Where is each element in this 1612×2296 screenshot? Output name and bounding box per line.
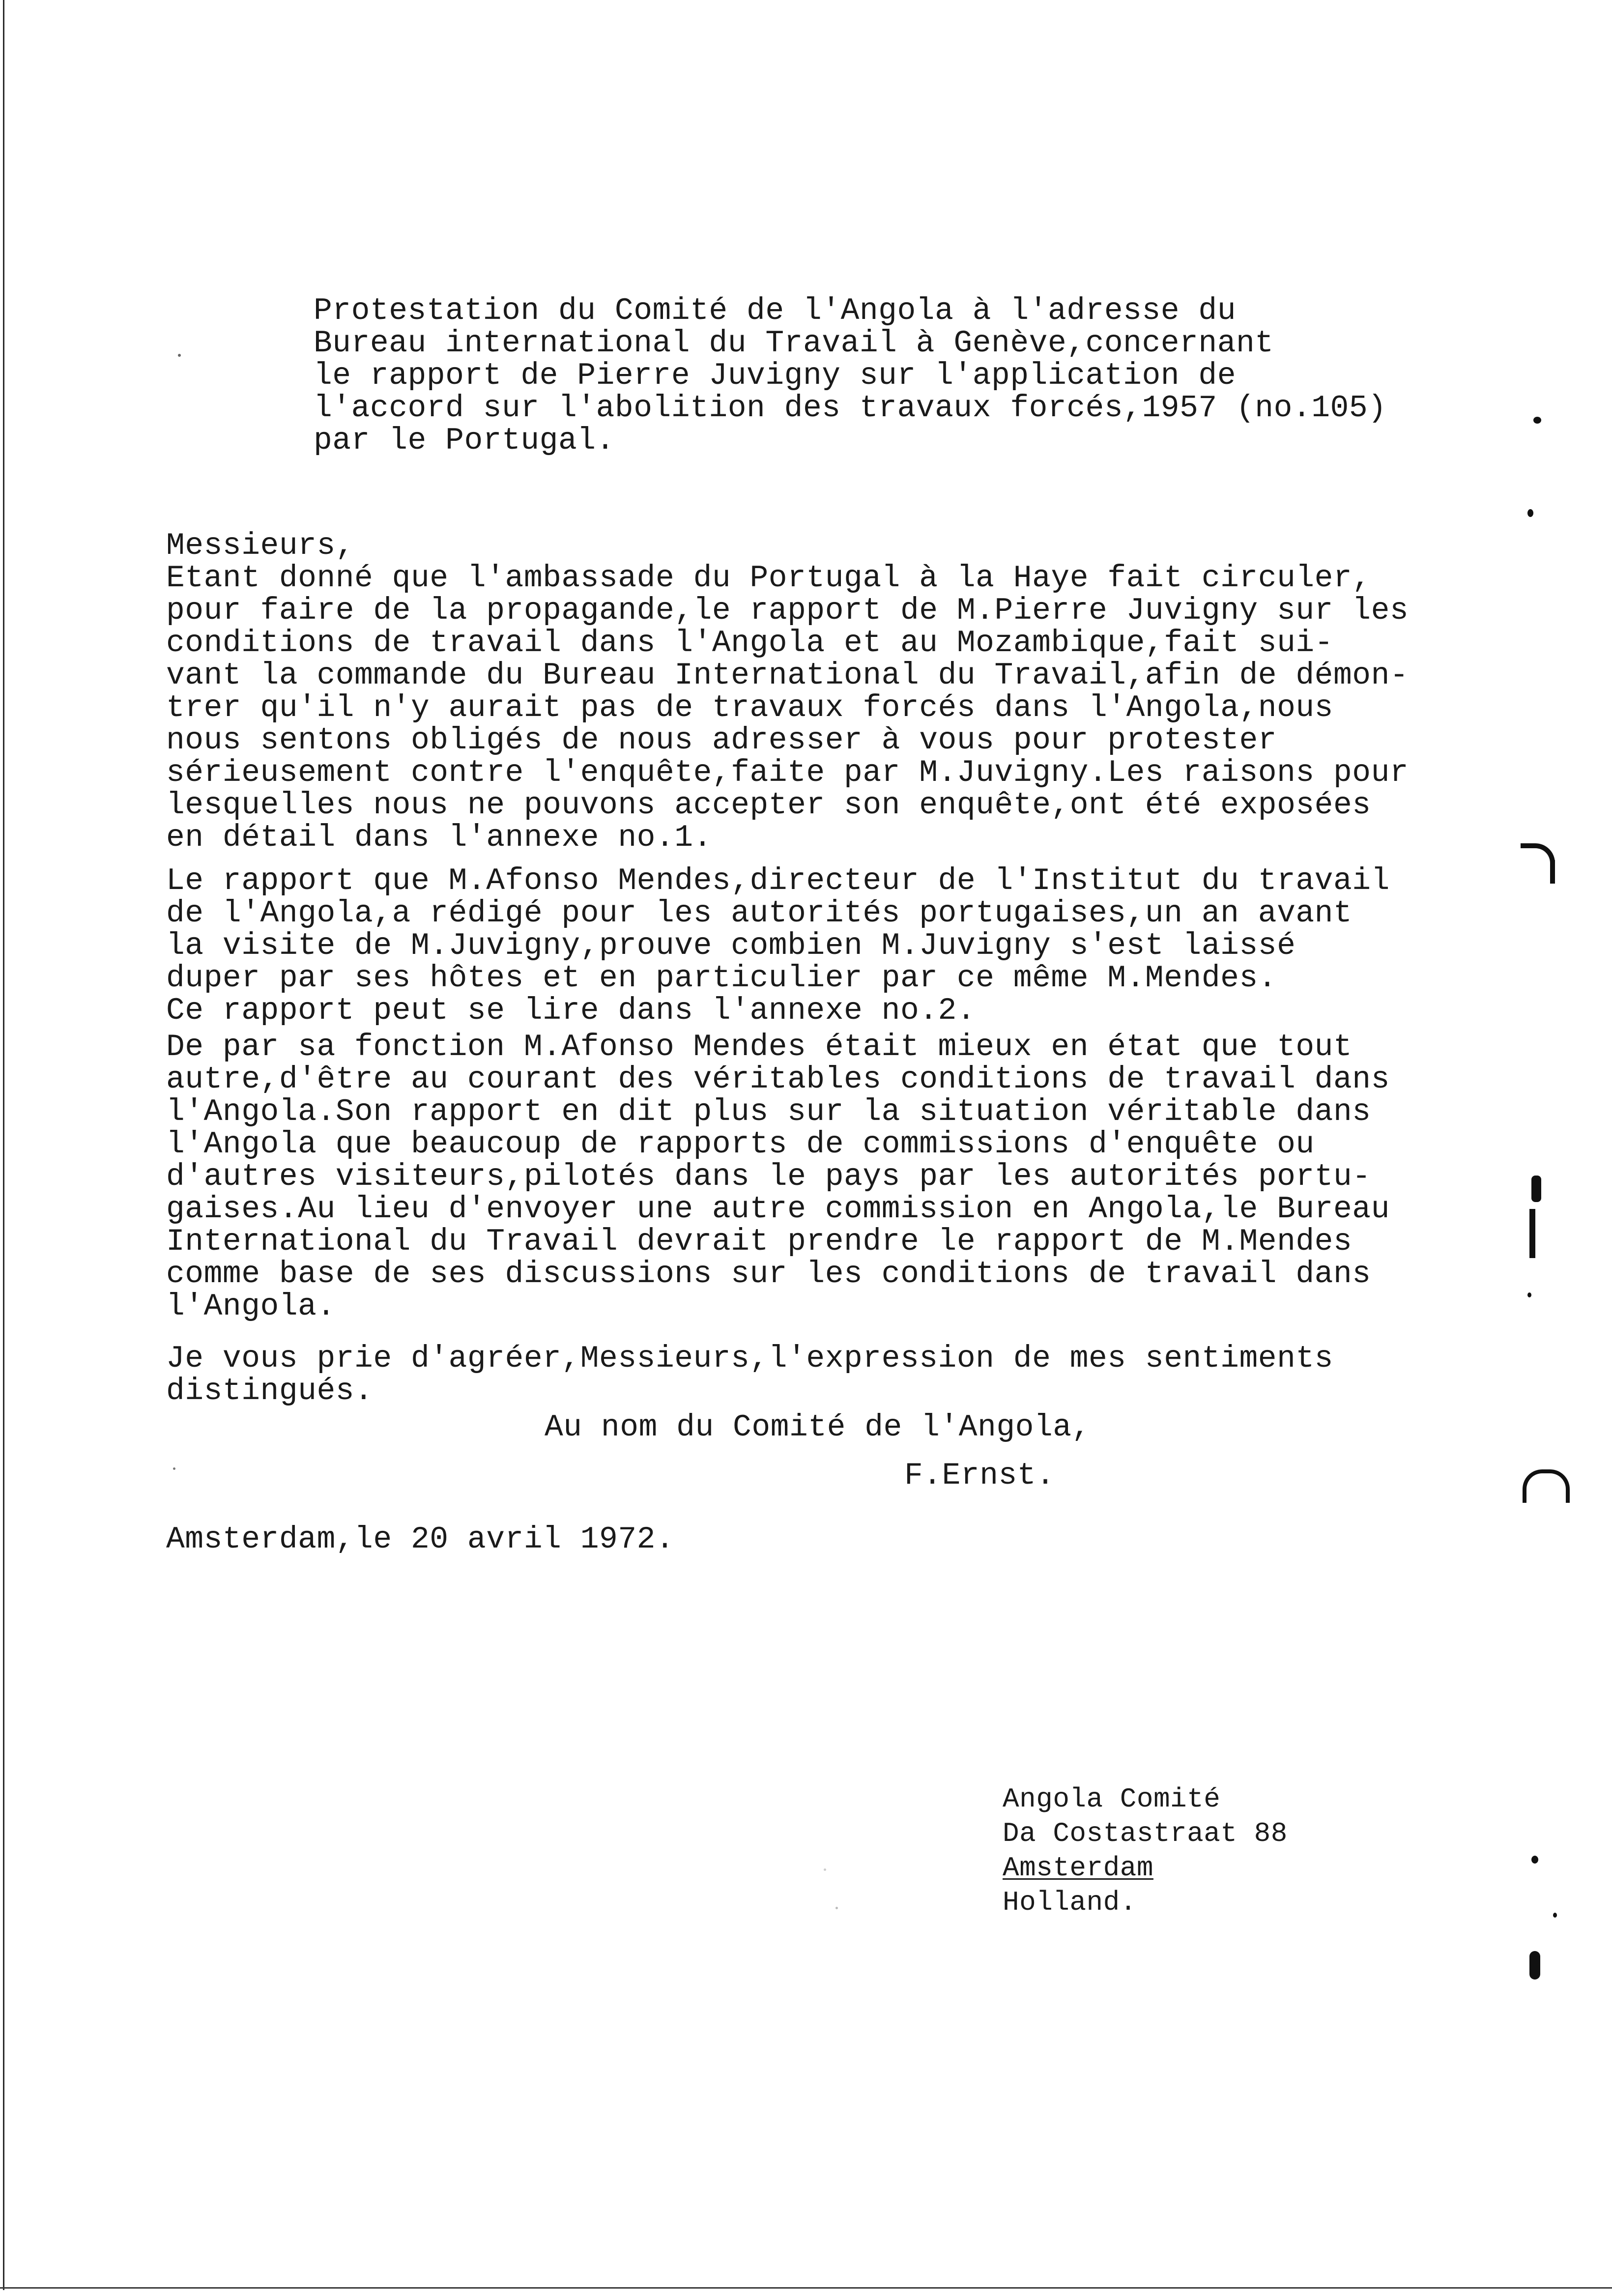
closing-line: distingués.: [166, 1374, 374, 1408]
body-line: vant la commande du Bureau International du Travail,afin de démon-: [166, 658, 1409, 693]
punch-hole-mark: [1533, 417, 1541, 424]
speck-mark: [1553, 1913, 1557, 1918]
closing-line: Je vous prie d'agréer,Messieurs,l'expression de mes sentiments: [166, 1341, 1333, 1376]
subject-line: l'accord sur l'abolition des travaux forcés,1957 (no.105): [314, 391, 1387, 426]
speck-mark: [173, 1467, 175, 1470]
salutation: Messieurs,: [166, 528, 355, 563]
speck-mark: [178, 354, 181, 357]
body-line: conditions de travail dans l'Angola et au Mozambique,fait sui-: [166, 626, 1333, 660]
speck-mark: [835, 1907, 838, 1909]
body-line: de l'Angola,a rédigé pour les autorités portugaises,un an avant: [166, 896, 1353, 931]
punch-hole-mark: [1531, 1856, 1538, 1864]
body-line: International du Travail devrait prendre le rapport de M.Mendes: [166, 1224, 1353, 1259]
body-line: comme base de ses discussions sur les conditions de travail dans: [166, 1257, 1371, 1292]
address-country: Holland.: [1003, 1887, 1137, 1918]
binder-mark: [1529, 1209, 1535, 1258]
binder-mark: [1529, 1951, 1540, 1980]
body-line: l'Angola que beaucoup de rapports de commissions d'enquête ou: [166, 1127, 1315, 1162]
body-line: lesquelles nous ne pouvons accepter son enquête,ont été exposées: [166, 788, 1371, 823]
body-line: en détail dans l'annexe no.1.: [166, 820, 712, 855]
body-line: Etant donné que l'ambassade du Portugal à la Haye fait circuler,: [166, 561, 1371, 596]
punch-hole-mark: [1527, 509, 1533, 517]
body-line: gaises.Au lieu d'envoyer une autre commission en Angola,le Bureau: [166, 1192, 1390, 1227]
speck-mark: [824, 1868, 826, 1871]
body-line: De par sa fonction M.Afonso Mendes était mieux en état que tout: [166, 1030, 1353, 1064]
place-date: Amsterdam,le 20 avril 1972.: [166, 1522, 675, 1557]
body-line: la visite de M.Juvigny,prouve combien M.Juvigny s'est laissé: [166, 928, 1296, 963]
binder-clip-mark: [1550, 860, 1555, 884]
speck-mark: [1527, 1292, 1531, 1297]
address-name: Angola Comité: [1003, 1783, 1221, 1815]
body-line: l'Angola.: [166, 1289, 336, 1324]
page-bottom-edge: [0, 2287, 1612, 2289]
body-line: Ce rapport peut se lire dans l'annexe no.2.: [166, 993, 976, 1028]
on-behalf-line: Au nom du Comité de l'Angola,: [545, 1410, 1091, 1445]
body-line: autre,d'être au courant des véritables conditions de travail dans: [166, 1062, 1390, 1097]
body-line: sérieusement contre l'enquête,faite par M.Juvigny.Les raisons pour: [166, 755, 1409, 790]
subject-line: le rapport de Pierre Juvigny sur l'application de: [314, 358, 1237, 393]
body-line: Le rapport que M.Afonso Mendes,directeur de l'Institut du travail: [166, 863, 1390, 898]
body-line: pour faire de la propagande,le rapport de M.Pierre Juvigny sur les: [166, 593, 1409, 628]
body-line: trer qu'il n'y aurait pas de travaux forcés dans l'Angola,nous: [166, 690, 1333, 725]
address-city: Amsterdam: [1003, 1852, 1153, 1884]
subject-line: par le Portugal.: [314, 423, 615, 458]
subject-line: Bureau international du Travail à Genève,concernant: [314, 326, 1274, 361]
page-left-edge: [3, 0, 4, 2290]
subject-line: Protestation du Comité de l'Angola à l'adresse du: [314, 293, 1237, 328]
body-line: d'autres visiteurs,pilotés dans le pays par les autorités portu-: [166, 1159, 1371, 1194]
body-line: l'Angola.Son rapport en dit plus sur la situation véritable dans: [166, 1094, 1371, 1129]
binder-mark: [1531, 1176, 1541, 1202]
body-line: duper par ses hôtes et en particulier par ce même M.Mendes.: [166, 961, 1277, 996]
signature: F.Ernst.: [904, 1458, 1055, 1493]
body-line: nous sentons obligés de nous adresser à vous pour protester: [166, 723, 1277, 758]
address-street: Da Costastraat 88: [1003, 1818, 1288, 1849]
binder-clip-mark: [1523, 1469, 1570, 1503]
